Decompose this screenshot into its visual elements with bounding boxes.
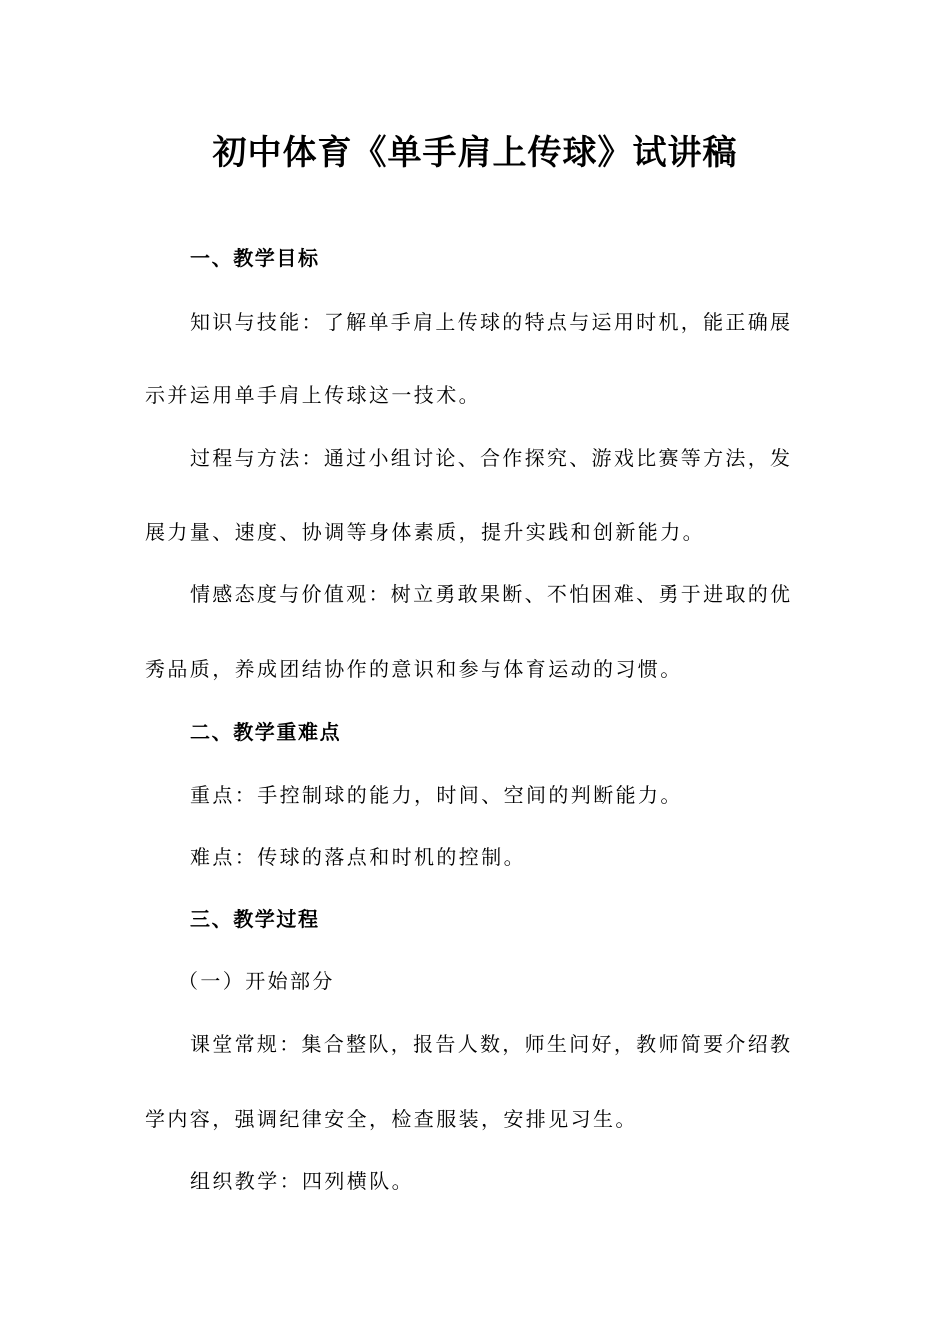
paragraph-routine-line2: 学内容，强调纪律安全，检查服装，安排见习生。 — [145, 1107, 638, 1131]
paragraph-process-line1: 过程与方法：通过小组讨论、合作探究、游戏比赛等方法，发 — [190, 446, 790, 470]
paragraph-organization: 组织教学：四列横队。 — [190, 1169, 414, 1193]
section-heading-process: 三、教学过程 — [190, 907, 320, 931]
section-heading-objectives: 一、教学目标 — [190, 246, 320, 270]
section-heading-key-points: 二、教学重难点 — [190, 720, 342, 744]
subheading-opening: （一）开始部分 — [178, 969, 335, 993]
paragraph-process-line2: 展力量、速度、协调等身体素质，提升实践和创新能力。 — [145, 520, 705, 544]
paragraph-knowledge-line1: 知识与技能：了解单手肩上传球的特点与运用时机，能正确展 — [190, 310, 790, 334]
document-title: 初中体育《单手肩上传球》试讲稿 — [212, 133, 738, 173]
paragraph-routine-line1: 课堂常规：集合整队，报告人数，师生问好，教师简要介绍教 — [190, 1032, 790, 1056]
paragraph-difficult-point: 难点：传球的落点和时机的控制。 — [190, 845, 526, 869]
paragraph-emotion-line1: 情感态度与价值观：树立勇敢果断、不怕困难、勇于进取的优 — [190, 582, 790, 606]
paragraph-emotion-line2: 秀品质，养成团结协作的意识和参与体育运动的习惯。 — [145, 657, 683, 681]
paragraph-key-point: 重点：手控制球的能力，时间、空间的判断能力。 — [190, 783, 683, 807]
paragraph-knowledge-line2: 示并运用单手肩上传球这一技术。 — [145, 383, 481, 407]
